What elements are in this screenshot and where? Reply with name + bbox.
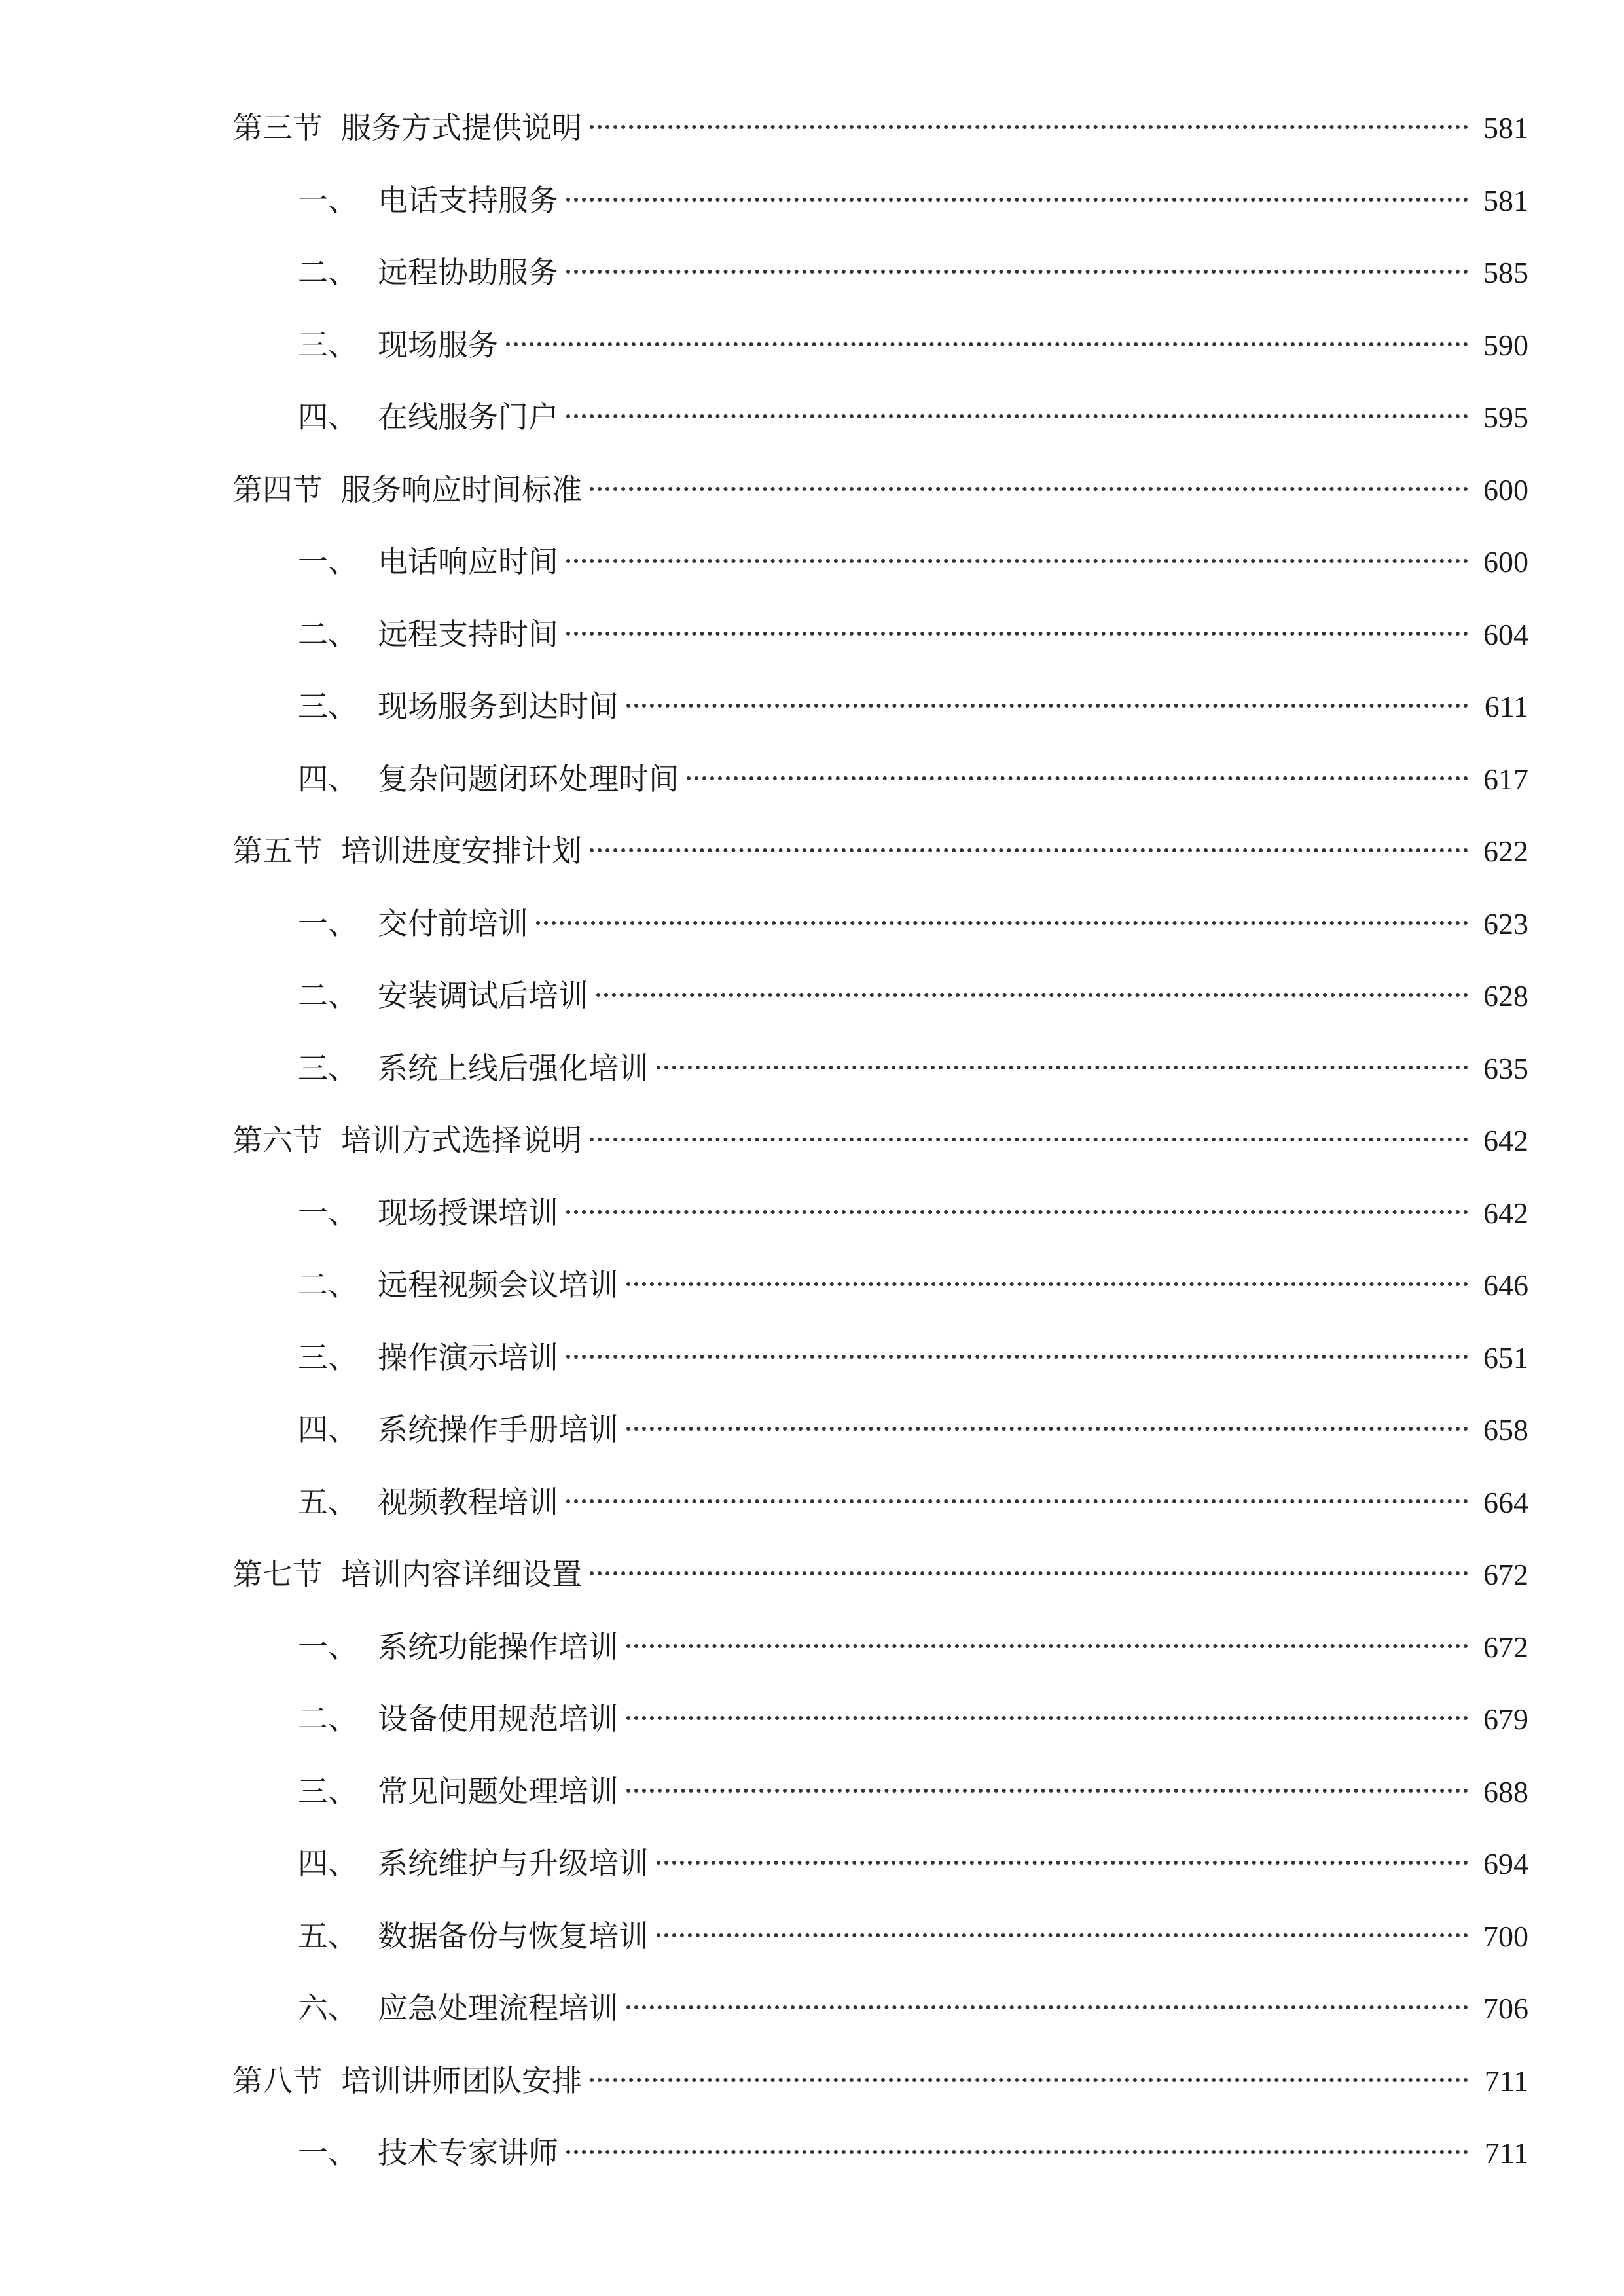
toc-entry-number: 第五节 [232,833,323,869]
toc-section-entry[interactable] [232,454,1528,526]
toc-entry-title: 服务方式提供说明 [341,110,582,145]
toc-subsection-entry[interactable] [232,1611,1528,1683]
toc-entry-number: 四、 [298,761,358,797]
toc-dot-leader [626,1282,1468,1286]
toc-subsection-entry[interactable] [232,1466,1528,1539]
toc-entry-title: 数据备份与恢复培训 [378,1918,649,1954]
toc-dot-leader [536,921,1468,925]
toc-dot-leader [626,1716,1468,1720]
toc-entry-page-number: 628 [1483,979,1528,1013]
toc-dot-leader [566,1210,1468,1214]
toc-dot-leader [590,487,1468,491]
toc-subsection-entry[interactable] [232,670,1528,743]
toc-dot-leader [626,1644,1468,1648]
table-of-contents [232,92,1528,2189]
toc-entry-number: 第七节 [232,1556,323,1592]
toc-subsection-entry[interactable] [232,164,1528,237]
toc-entry-page-number: 600 [1483,545,1528,579]
toc-entry-page-number: 611 [1484,690,1528,723]
toc-entry-title: 技术专家讲师 [378,2135,558,2170]
toc-dot-leader [590,1138,1468,1141]
toc-entry-page-number: 622 [1483,834,1528,868]
toc-entry-number: 一、 [298,905,358,941]
toc-entry-page-number: 679 [1483,1702,1528,1736]
toc-dot-leader [566,2150,1468,2154]
toc-entry-page-number: 585 [1483,256,1528,289]
toc-dot-leader [506,342,1468,346]
toc-entry-number: 第三节 [232,110,323,145]
toc-subsection-entry[interactable] [232,526,1528,598]
toc-entry-page-number: 646 [1483,1268,1528,1302]
toc-subsection-entry[interactable] [232,1393,1528,1466]
toc-dot-leader [590,1571,1468,1575]
toc-dot-leader [566,414,1468,418]
toc-entry-page-number: 700 [1483,1919,1528,1953]
toc-section-entry[interactable] [232,1538,1528,1611]
toc-subsection-entry[interactable] [232,1321,1528,1394]
toc-entry-title: 系统维护与升级培训 [378,1846,649,1881]
toc-entry-title: 设备使用规范培训 [378,1701,619,1736]
toc-dot-leader [657,1933,1468,1937]
toc-entry-title: 安装调试后培训 [378,978,588,1013]
toc-dot-leader [590,2078,1468,2082]
toc-entry-title: 操作演示培训 [378,1339,558,1375]
toc-section-entry[interactable] [232,815,1528,888]
toc-entry-page-number: 600 [1483,473,1528,507]
toc-entry-number: 三、 [298,689,358,724]
toc-entry-title: 现场授课培训 [378,1194,558,1230]
toc-dot-leader [566,559,1468,563]
toc-dot-leader [657,1861,1468,1865]
toc-entry-page-number: 706 [1483,1992,1528,2025]
toc-subsection-entry[interactable] [232,1249,1528,1321]
toc-entry-page-number: 711 [1484,2136,1528,2170]
toc-subsection-entry[interactable] [232,1827,1528,1900]
toc-entry-page-number: 595 [1483,401,1528,434]
toc-entry-number: 一、 [298,544,358,579]
toc-entry-title: 培训进度安排计划 [341,833,582,869]
toc-entry-title: 电话支持服务 [378,182,558,218]
toc-entry-title: 交付前培训 [378,905,528,941]
toc-entry-page-number: 617 [1483,762,1528,796]
toc-subsection-entry[interactable] [232,598,1528,671]
toc-entry-page-number: 590 [1483,328,1528,362]
toc-entry-title: 远程视频会议培训 [378,1267,619,1302]
toc-entry-number: 三、 [298,327,358,363]
toc-entry-page-number: 635 [1483,1051,1528,1085]
toc-entry-number: 四、 [298,399,358,435]
toc-entry-number: 一、 [298,2135,358,2170]
toc-dot-leader [596,993,1468,997]
toc-entry-number: 一、 [298,1628,358,1664]
toc-entry-page-number: 694 [1483,1847,1528,1880]
toc-entry-title: 现场服务 [378,327,498,363]
toc-entry-page-number: 623 [1483,906,1528,941]
toc-dot-leader [566,1355,1468,1359]
toc-entry-title: 现场服务到达时间 [378,689,619,724]
toc-section-entry[interactable] [232,1104,1528,1177]
toc-dot-leader [566,632,1468,636]
toc-entry-number: 第八节 [232,2062,323,2098]
toc-entry-title: 培训讲师团队安排 [341,2062,582,2098]
toc-dot-leader [590,125,1468,129]
toc-dot-leader [687,776,1468,780]
toc-entry-page-number: 581 [1483,183,1528,217]
toc-entry-number: 四、 [298,1846,358,1881]
toc-entry-page-number: 604 [1483,617,1528,651]
toc-entry-page-number: 642 [1483,1196,1528,1230]
toc-entry-number: 五、 [298,1918,358,1954]
toc-entry-title: 复杂问题闭环处理时间 [378,761,679,797]
toc-entry-title: 远程协助服务 [378,255,558,290]
toc-entry-title: 应急处理流程培训 [378,1990,619,2026]
toc-entry-number: 六、 [298,1990,358,2026]
toc-subsection-entry[interactable] [232,381,1528,454]
toc-entry-number: 三、 [298,1339,358,1375]
toc-subsection-entry[interactable] [232,888,1528,960]
toc-entry-title: 培训方式选择说明 [341,1122,582,1158]
toc-dot-leader [566,270,1468,274]
toc-entry-number: 五、 [298,1484,358,1520]
toc-entry-number: 三、 [298,1773,358,1809]
toc-entry-title: 培训内容详细设置 [341,1556,582,1592]
toc-entry-page-number: 651 [1483,1340,1528,1374]
toc-entry-title: 在线服务门户 [378,399,558,435]
toc-subsection-entry[interactable] [232,1032,1528,1105]
toc-dot-leader [657,1066,1468,1069]
toc-entry-page-number: 672 [1483,1558,1528,1591]
toc-section-entry[interactable] [232,2045,1528,2117]
toc-entry-number: 四、 [298,1412,358,1447]
toc-entry-title: 服务响应时间标准 [341,471,582,507]
toc-entry-number: 二、 [298,616,358,652]
toc-entry-page-number: 664 [1483,1485,1528,1519]
toc-entry-number: 二、 [298,1267,358,1302]
toc-entry-page-number: 658 [1483,1413,1528,1446]
toc-entry-title: 系统上线后强化培训 [378,1050,649,1086]
toc-dot-leader [566,198,1468,202]
toc-dot-leader [626,704,1468,708]
toc-section-entry[interactable] [232,92,1528,164]
toc-entry-title: 系统操作手册培训 [378,1412,619,1447]
toc-subsection-entry[interactable] [232,1683,1528,1755]
toc-subsection-entry[interactable] [232,309,1528,382]
toc-dot-leader [566,1499,1468,1503]
toc-entry-title: 常见问题处理培训 [378,1773,619,1809]
toc-entry-page-number: 688 [1483,1774,1528,1808]
toc-subsection-entry[interactable] [232,1177,1528,1249]
toc-subsection-entry[interactable] [232,1755,1528,1828]
toc-entry-number: 第六节 [232,1122,323,1158]
toc-entry-title: 视频教程培训 [378,1484,558,1520]
toc-subsection-entry[interactable] [232,236,1528,309]
toc-subsection-entry[interactable] [232,960,1528,1032]
toc-dot-leader [626,1427,1468,1431]
toc-subsection-entry[interactable] [232,743,1528,816]
toc-subsection-entry[interactable] [232,2117,1528,2189]
toc-entry-number: 二、 [298,978,358,1013]
toc-entry-number: 一、 [298,1194,358,1230]
toc-entry-page-number: 581 [1483,111,1528,145]
toc-entry-title: 系统功能操作培训 [378,1628,619,1664]
toc-entry-title: 电话响应时间 [378,544,558,579]
toc-subsection-entry[interactable] [232,1972,1528,2045]
toc-entry-title: 远程支持时间 [378,616,558,652]
toc-subsection-entry[interactable] [232,1900,1528,1973]
toc-entry-page-number: 642 [1483,1124,1528,1157]
toc-dot-leader [590,848,1468,852]
toc-entry-number: 第四节 [232,471,323,507]
toc-entry-number: 三、 [298,1050,358,1086]
toc-entry-number: 二、 [298,1701,358,1736]
toc-entry-page-number: 672 [1483,1630,1528,1664]
toc-entry-page-number: 711 [1484,2064,1528,2098]
toc-entry-number: 一、 [298,182,358,218]
toc-dot-leader [626,2005,1468,2009]
toc-dot-leader [626,1789,1468,1793]
toc-entry-number: 二、 [298,255,358,290]
